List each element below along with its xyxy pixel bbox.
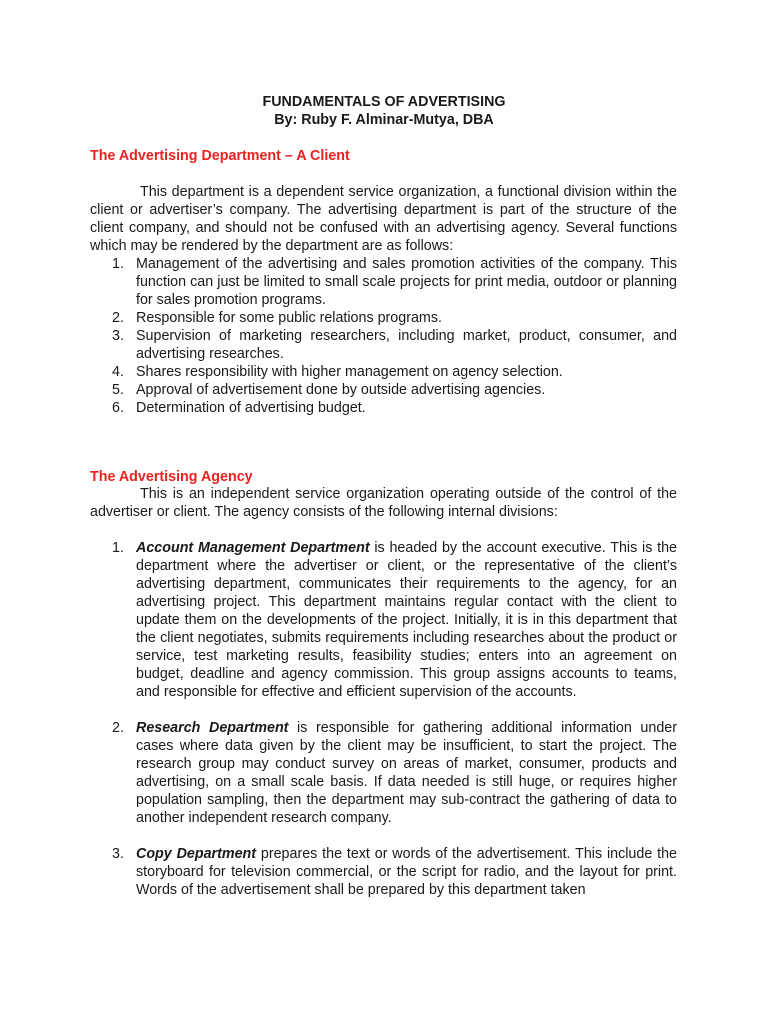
- list-number: 5.: [112, 382, 124, 398]
- list-item: [90, 327, 677, 363]
- department-functions-list: [90, 255, 677, 417]
- list-item: [90, 845, 677, 899]
- list-item-text: Determination of advertising budget.: [136, 400, 366, 416]
- list-item-text: prepares the text or words of the advertisement. This include the storyboard for television commercial, or the script for radio, and the layout for print. Words of the advertisement shall be prepared by this department taken: [136, 846, 677, 898]
- list-item-text: Approval of advertisement done by outside advertising agencies.: [136, 382, 546, 398]
- document-author: By: Ruby F. Alminar-Mutya, DBA: [274, 112, 494, 128]
- list-item: [90, 539, 677, 701]
- list-number: 1.: [112, 540, 124, 556]
- list-number: 2.: [112, 720, 124, 736]
- list-number: 2.: [112, 310, 124, 326]
- agency-divisions-list: [90, 539, 677, 917]
- document-title: FUNDAMENTALS OF ADVERTISING: [262, 94, 506, 110]
- list-item-text: is responsible for gathering additional information under cases where data given by the client may be insufficient, to start the project. The research group may conduct survey on areas of market, consumer, products and advertising, on a small scale basis. If data needed is still huge, or requires higher population sampling, then the department may sub-contract the gathering of data to another independent research company.: [136, 720, 677, 826]
- department-name: Account Management Department: [136, 540, 370, 556]
- list-item: [90, 381, 677, 399]
- list-item: [90, 719, 677, 827]
- section1-intro-paragraph: This department is a dependent service organization, a functional division within the client or advertiser’s company. The advertising department is part of the structure of the client company, and should not be confused with an advertising agency. Several functions which may be rendered by the department are as follows:: [90, 184, 677, 254]
- section-heading-advertising-agency: The Advertising Agency: [90, 469, 253, 485]
- list-item-text: is headed by the account executive. This is the department where the advertiser or client, or the representative of the client’s advertising department, communicates their requirements to the agency, for an advertising project. This department maintains regular contact with the client to update them on the developments of the project. Initially, it is in this department that the client negotiates, submits requirements including researches about the product or service, test marketing results, feasibility studies; enters into an agreement on budget, deadline and agency commission. This group assigns accounts to teams, and responsible for effective and efficient supervision of the accounts.: [136, 540, 677, 700]
- list-number: 3.: [112, 846, 124, 862]
- list-number: 6.: [112, 400, 124, 416]
- list-item: [90, 309, 677, 327]
- list-item: [90, 255, 677, 309]
- list-item-text: Management of the advertising and sales promotion activities of the company. This function can just be limited to small scale projects for print media, outdoor or planning for sales promotion programs.: [136, 256, 677, 308]
- list-item-text: Responsible for some public relations programs.: [136, 310, 442, 326]
- section2-intro-paragraph: This is an independent service organization operating outside of the control of the advertiser or client. The agency consists of the following internal divisions:: [90, 486, 677, 520]
- list-item: [90, 363, 677, 381]
- list-number: 1.: [112, 256, 124, 272]
- department-name: Research Department: [136, 720, 289, 736]
- list-number: 4.: [112, 364, 124, 380]
- section-heading-advertising-department: The Advertising Department – A Client: [90, 148, 350, 164]
- list-item: [90, 399, 677, 417]
- list-number: 3.: [112, 328, 124, 344]
- document-header: [0, 93, 768, 129]
- department-name: Copy Department: [136, 846, 257, 862]
- list-item-text: Shares responsibility with higher management on agency selection.: [136, 364, 563, 380]
- list-item-text: Supervision of marketing researchers, including market, product, consumer, and advertising researches.: [136, 328, 677, 362]
